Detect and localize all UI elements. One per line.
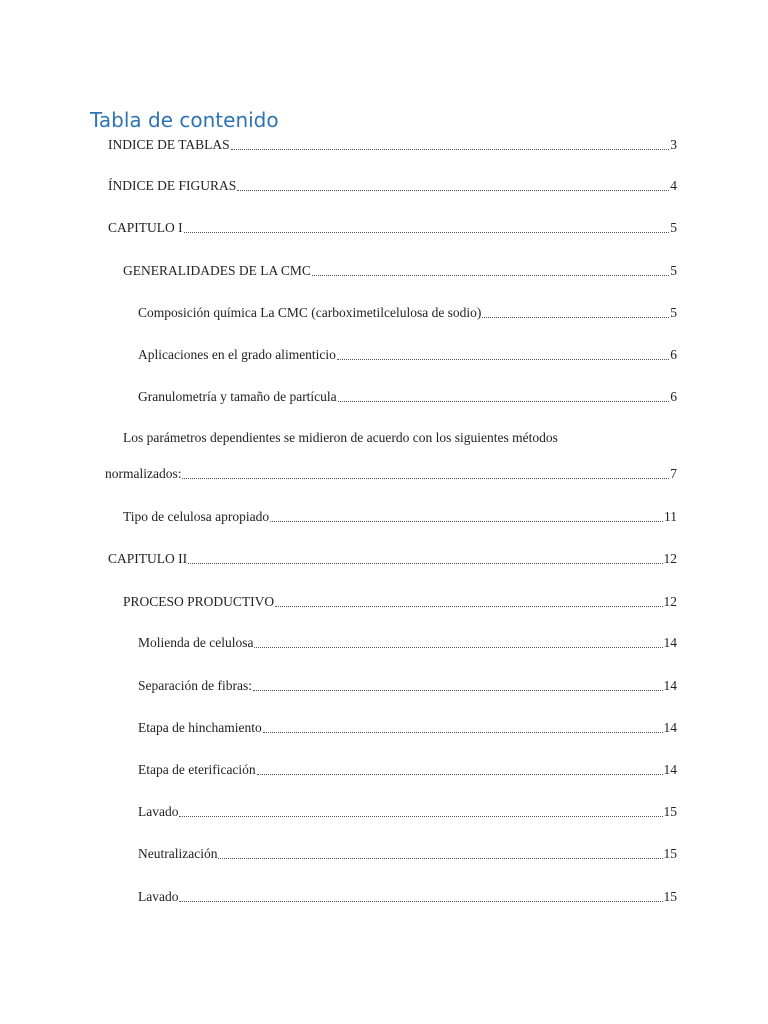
toc-dot-leader [257,773,663,775]
toc-page-number: 12 [663,551,677,566]
toc-entry-lavado-1[interactable] [138,803,677,821]
toc-entry-text: GENERALIDADES DE LA CMC [123,263,311,278]
toc-page-number: 6 [670,347,677,362]
toc-entry-eterificacion[interactable] [138,761,677,779]
toc-entry-text: Molienda de celulosa [138,635,254,650]
toc-dot-leader [179,815,662,817]
toc-page-number: 5 [670,263,677,278]
toc-entry-text: Tipo de celulosa apropiado [123,509,270,524]
toc-entry-indice-tablas[interactable] [108,136,677,154]
toc-entry-text: Lavado [138,804,179,819]
toc-dot-leader [218,857,662,859]
toc-entry-text: normalizados: [105,466,182,481]
toc-entry-lavado-2[interactable] [138,888,677,906]
toc-entry-text: PROCESO PRODUCTIVO [123,594,275,609]
toc-page-number: 12 [663,594,677,609]
toc-page-number: 15 [663,846,677,861]
toc-entry-proceso-productivo[interactable] [123,593,677,611]
toc-entry-text: Lavado [138,889,179,904]
toc-page-number: 11 [664,509,677,524]
toc-entry-text: Etapa de eterificación [138,762,256,777]
toc-dot-leader [182,477,669,479]
toc-entry-text: Etapa de hinchamiento [138,720,262,735]
toc-dot-leader [188,562,662,564]
toc-entry-neutralizacion[interactable] [138,845,677,863]
toc-title: Tabla de contenido [90,108,279,132]
toc-entry-parametros[interactable] [105,465,677,483]
toc-dot-leader [254,646,662,648]
toc-page-number: 14 [663,762,677,777]
toc-entry-text: Composición química La CMC (carboximetilcelulosa de sodio) [138,305,482,320]
toc-page-number: 4 [670,178,677,193]
toc-dot-leader [337,358,669,360]
toc-dot-leader [275,605,662,607]
toc-entry-text: Aplicaciones en el grado alimenticio [138,347,336,362]
toc-entry-text: CAPITULO II [108,551,188,566]
toc-page-number: 14 [663,678,677,693]
toc-entry-molienda[interactable] [138,634,677,652]
toc-entry-composicion-quimica[interactable] [138,304,677,322]
toc-entry-text: CAPITULO I [108,220,183,235]
toc-dot-leader [231,148,670,150]
toc-entry-capitulo-1[interactable] [108,219,677,237]
toc-entry-granulometria[interactable] [138,388,677,406]
toc-entry-generalidades[interactable] [123,262,677,280]
toc-entry-text: Granulometría y tamaño de partícula [138,389,337,404]
toc-dot-leader [237,189,669,191]
toc-entry-hinchamiento[interactable] [138,719,677,737]
toc-entry-parametros-line1[interactable]: Los parámetros dependientes se midieron de acuerdo con los siguientes métodos [123,430,558,445]
toc-page-number: 14 [663,635,677,650]
toc-entry-text: ÍNDICE DE FIGURAS [108,178,237,193]
toc-dot-leader [179,900,662,902]
toc-page-number: 5 [670,220,677,235]
toc-dot-leader [253,689,663,691]
toc-entry-indice-figuras[interactable] [108,177,677,195]
toc-dot-leader [184,231,670,233]
toc-dot-leader [312,274,669,276]
toc-dot-leader [482,316,669,318]
toc-page-number: 7 [670,466,677,481]
toc-page-number: 14 [663,720,677,735]
toc-page-number: 15 [663,804,677,819]
toc-page-number: 3 [670,137,677,152]
toc-entry-separacion-fibras[interactable] [138,677,677,695]
toc-page-number: 5 [670,305,677,320]
toc-entry-capitulo-2[interactable] [108,550,677,568]
toc-page-number: 6 [670,389,677,404]
toc-entry-aplicaciones[interactable] [138,346,677,364]
toc-dot-leader [270,520,663,522]
toc-entry-text: Neutralización [138,846,218,861]
toc-dot-leader [338,400,670,402]
toc-entry-tipo-celulosa[interactable] [123,508,677,526]
toc-page-number: 15 [663,889,677,904]
toc-dot-leader [263,731,663,733]
toc-entry-text: INDICE DE TABLAS [108,137,230,152]
toc-entry-text: Separación de fibras: [138,678,252,693]
